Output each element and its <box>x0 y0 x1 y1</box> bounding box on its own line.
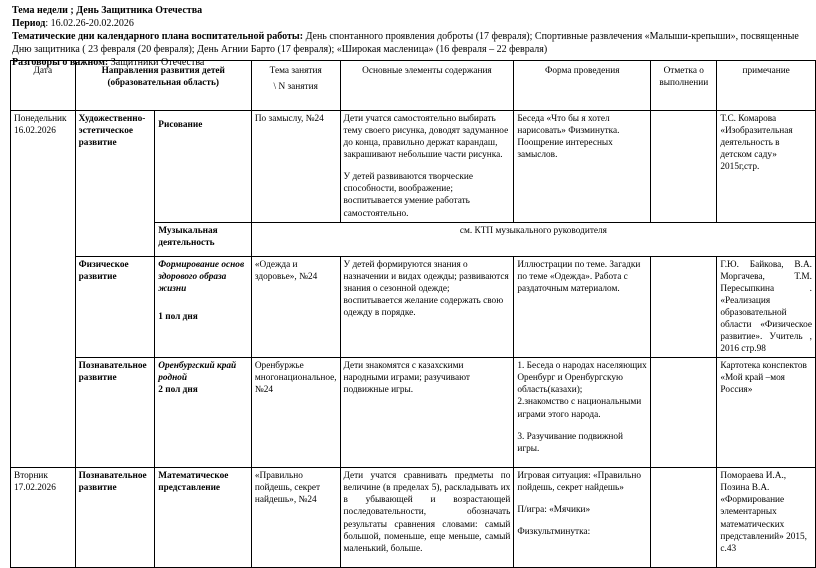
lesson-topic: По замыслу, №24 <box>251 111 340 223</box>
activity-name: Оренбургский край родной 2 пол дня <box>155 358 252 468</box>
mark-cell <box>651 111 717 223</box>
music-note: см. КТП музыкального руководителя <box>251 222 815 256</box>
thematic-days-line <box>12 30 807 56</box>
edu-area: Познавательное развитие <box>75 358 155 468</box>
activity-name: Рисование <box>155 111 252 223</box>
edu-area: Художественно-эстетическое развитие <box>75 111 155 257</box>
period-label: Период <box>12 18 46 29</box>
col-header-form: Форма проведения <box>514 61 651 111</box>
note-cell: Помораева И.А., Позина В.А. «Формирование элементарных математических представлений» 2015, с.43 <box>717 468 816 568</box>
col-header-note: примечание <box>717 61 816 111</box>
week-theme-line <box>12 4 807 17</box>
table-row <box>11 111 816 223</box>
col-header-content: Основные элементы содержания <box>340 61 514 111</box>
activity-name: Музыкальная деятельность <box>155 222 252 256</box>
form-cell: Игровая ситуация: «Правильно пойдешь, секрет найдешь» П/игра: «Мячики» Физкультминутка: <box>514 468 651 568</box>
content-cell: У детей формируются знания о назначении и видах одежды; развиваются знания о сезонной одежде; воспитывается желание содержать свою одежду в порядке. <box>340 256 514 358</box>
important-talks-value: Защитники Отечества <box>110 57 205 68</box>
week-theme-label: Тема недели ; <box>12 5 74 16</box>
thematic-days-label: Тематические дни календарного плана воспитательной работы: <box>12 31 304 42</box>
edu-area: Физическое развитие <box>75 256 155 358</box>
col-header-topic: Тема занятия \ N занятия <box>251 61 340 111</box>
mark-cell <box>651 256 717 358</box>
lesson-topic: «Правильно пойдешь, секрет найдешь», №24 <box>251 468 340 568</box>
table-row <box>11 256 816 358</box>
note-cell: Г.Ю. Байкова, В.А. Моргачева, Т.М. Пересыпкина . «Реализация образовательной области «Физическое развитие». Учитель , 2016 стр.98 <box>717 256 816 358</box>
col-header-date: Дата <box>11 61 76 111</box>
col-header-direction: Направления развития детей (образовательная область) <box>75 61 251 111</box>
form-cell: Беседа «Что бы я хотел нарисовать» Физминутка. Поощрение интересных замыслов. <box>514 111 651 223</box>
content-cell: Дети учатся сравнивать предметы по величине (в пределах 5), раскладывать их в убывающей и возрастающей последовательности, обозначать результаты сравнения словами: самый большой, поменьше, еще меньше, самый маленький, больше. <box>340 468 514 568</box>
content-cell: Дети учатся самостоятельно выбирать тему своего рисунка, доводят задуманное до конца, правильно держат карандаш, закрашивают небольшие части рисунка. У детей развиваются творческие способности, воображение; воспитывается умение работать самостоятельно. <box>340 111 514 223</box>
activity-name: Математическое представление <box>155 468 252 568</box>
day-date: Вторник 17.02.2026 <box>11 468 76 568</box>
period-value: : 16.02.26-20.02.2026 <box>45 18 134 29</box>
important-talks-label: Разговоры о важном: <box>12 57 109 68</box>
form-cell: Иллюстрации по теме. Загадки по теме «Одежда». Работа с раздаточным материалом. <box>514 256 651 358</box>
edu-area: Познавательное развитие <box>75 468 155 568</box>
plan-table <box>10 60 816 568</box>
table-row <box>11 358 816 468</box>
col-header-mark: Отметка о выполнении <box>651 61 717 111</box>
activity-name: Формирование основ здорового образа жизни 1 пол дня <box>155 256 252 358</box>
week-theme-value: День Защитника Отечества <box>76 5 203 16</box>
form-cell: 1. Беседа о народах населяющих Оренбург и Оренбургскую область(казахи); 2.знакомство с национальными играми этого народа. 3. Разучивание подвижной игры. <box>514 358 651 468</box>
lesson-topic: «Одежда и здоровье», №24 <box>251 256 340 358</box>
table-header-row <box>11 61 816 111</box>
thematic-days-value: День спонтанного проявления доброты (17 февраля); Спортивные развлечения «Малыши-крепыши», посвященные Дню защитника ( 23 февраля (20 февраля); День Агнии Барто (17 февраля); «Широкая масленица» (16 февраля – 22 февраля) <box>12 31 799 55</box>
content-cell: Дети знакомятся с казахскими народными играми; разучивают подвижные игры. <box>340 358 514 468</box>
period-line <box>12 17 807 30</box>
mark-cell <box>651 358 717 468</box>
note-cell: Картотека конспектов «Мой край –моя Россия» <box>717 358 816 468</box>
day-date: Понедельник 16.02.2026 <box>11 111 76 468</box>
note-cell: Т.С. Комарова «Изобразительная деятельность в детском саду» 2015г,стр. <box>717 111 816 223</box>
lesson-topic: Оренбуржье многонациональное, №24 <box>251 358 340 468</box>
